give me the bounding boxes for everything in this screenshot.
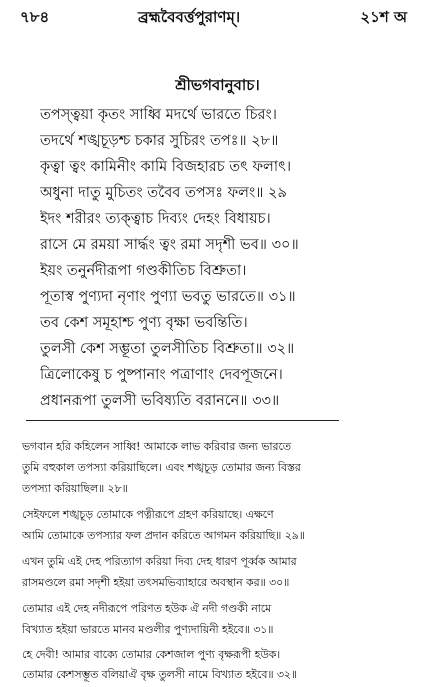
translation-line: তপস্যা করিয়াছিল॥ ২৮॥ [22,482,128,495]
translation-line: রাসমণ্ডলে রমা সদৃশী হইয়া তৎসমভিব্যাহারে অবস্থান কর॥ ৩০॥ [22,576,290,589]
translation-line: আমি তোমাকে তপস্যার ফল প্রদান করিতে আগমন করিয়াছি॥ ২৯॥ [22,529,305,542]
translation-line: হে দেবী! আমার বাক্যে তোমার কেশজাল পুণ্য বৃক্ষরূপী হউক। [22,648,281,661]
verse-line: কৃত্বা ত্বং কামিনীং কামি বিজহারচ তৎ ফলাৎ। [40,159,291,175]
page-number: ৭৮৪ [20,8,50,26]
verse-line: প্রধানরূপা তুলসী ভবিষ্যতি বরাননে॥ ৩৩॥ [40,393,280,409]
page-title: ব্রহ্মবৈবর্ত্তপুরাণম্। [138,8,241,26]
chapter-label: ২১শ অ [360,8,407,26]
translation-line: এখন তুমি এই দেহ পরিত্যাগ করিয়া দিব্য দেহ ধারণ পূর্ব্বক আমার [22,555,297,568]
translation-line: ভগবান হরি কহিলেন সাধ্বি! আমাকে লাভ করিবার জন্য ভারতে [22,440,291,453]
verse-line: তুলসী কেশ সম্ভূতা তুলসীতিচ বিশ্রুতা॥ ৩২॥ [40,341,295,357]
verse-line: তব কেশ সমূহাশ্চ পুণ্য বৃক্ষা ভবন্তিতি। [40,315,248,331]
verse-line: পূতাস্ব পুণ্যদা নৃণাং পুণ্যা ভবতু ভারতে॥ ৩১॥ [40,289,296,305]
section-heading: শ্রীভগবানুবাচ। [175,76,260,94]
translation-line: তোমার কেশসম্ভূত বলিয়াঐ বৃক্ষ তুলসী নামে বিখ্যাত হইবে॥ ৩২॥ [22,668,298,681]
verse-line: ত্রিলোকেষু চ পুষ্পানাং পত্রাণাং দেবপূজনে। [40,367,283,383]
verse-line: রাসে মে রময়া সার্দ্ধং ত্বং রমা সদৃশী ভব॥ ৩০॥ [40,237,299,253]
verse-line: ইদং শরীরং ত্যক্ত্বাচ দিব্যং দেহং বিধায়চ। [40,211,271,227]
verse-line: ইয়ং তনুর্নদীরূপা গণ্ডকীতিচ বিশ্রুতা। [40,263,247,279]
translation-line: সেইফলে শঙ্খচূড় তোমাকে পত্নীরূপে গ্রহণ করিয়াছে। এক্ষণে [22,508,274,521]
translation-line: বিখ্যাত হইয়া ভারতে মানব মণ্ডলীর পুণ্যদায়িনী হইবে॥ ৩১॥ [22,623,274,636]
verse-line: অধুনা দাতু মুচিতং তবৈব তপসঃ ফলং॥ ২৯ [40,185,287,201]
verse-line: তদর্থে শঙ্খচূড়শ্চ চকার সুচিরং তপঃ॥ ২৮॥ [40,133,279,149]
verse-line: তপস্ত্বয়া কৃতং সাধ্বি মদর্থে ভারতে চিরং। [40,107,277,123]
section-divider [26,420,339,421]
translation-line: তুমি বহুকাল তপস্যা করিয়াছিলে। এবং শঙ্খচূড় তোমার জন্য বিস্তর [22,461,301,474]
translation-line: তোমার এই দেহ নদীরূপে পরিণত হউক ঐ নদী গণ্ডকী নামে [22,602,272,615]
